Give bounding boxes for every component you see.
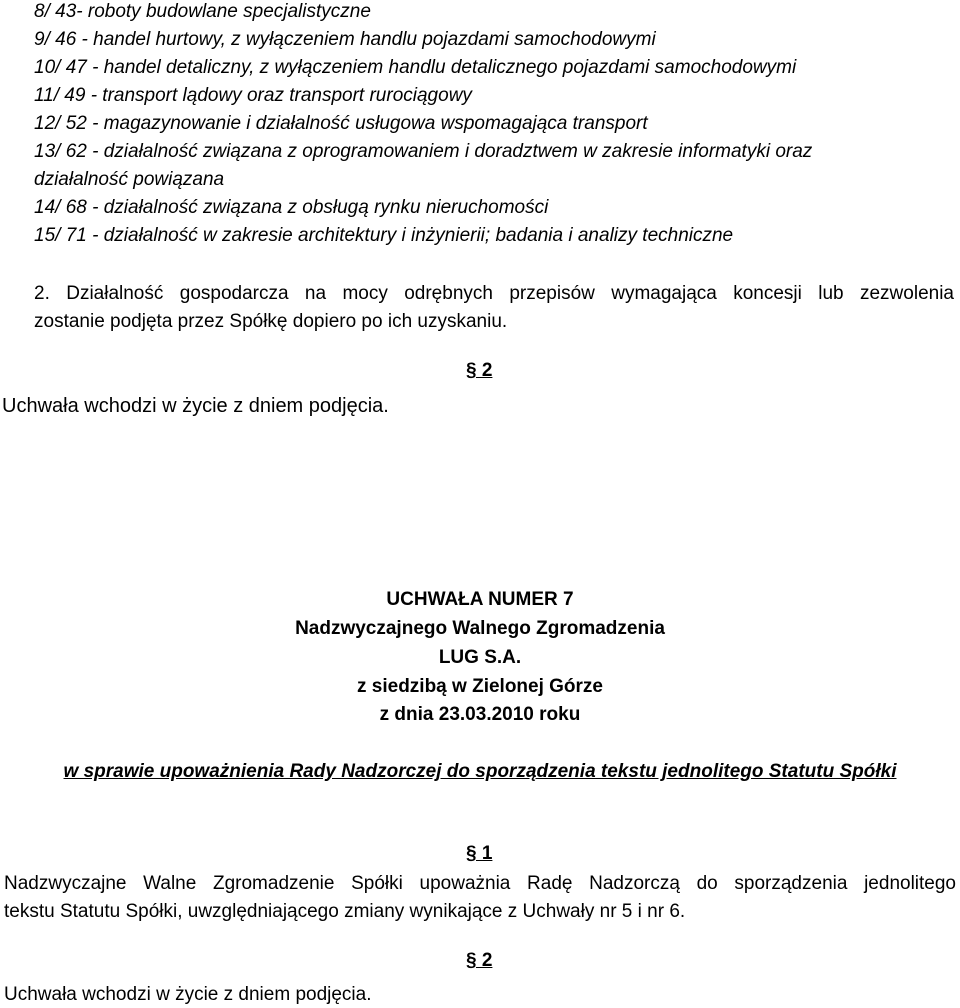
list-item: 13/ 62 - działalność związana z oprogramowaniem i doradztwem w zakresie informatyki oraz (34, 141, 813, 162)
point-2-line-2: zostanie podjęta przez Spółkę dopiero po ich uzyskaniu. (34, 311, 508, 332)
list-item: 8/ 43- roboty budowlane specjalistyczne (34, 1, 371, 22)
list-item: działalność powiązana (34, 169, 225, 190)
resolution-title: UCHWAŁA NUMER 7 (386, 589, 574, 610)
resolution-body: Nadzwyczajnego Walnego Zgromadzenia (295, 618, 665, 639)
section-1-line-1: Nadzwyczajne Walne Zgromadzenie Spółki upoważnia Radę Nadzorczą do sporządzenia jednolitego (4, 873, 956, 894)
list-item: 14/ 68 - działalność związana z obsługą rynku nieruchomości (34, 197, 549, 218)
resolution-seat: z siedzibą w Zielonej Górze (357, 676, 603, 697)
effective-clause: Uchwała wchodzi w życie z dniem podjęcia. (2, 395, 389, 417)
list-item: 12/ 52 - magazynowanie i działalność usługowa wspomagająca transport (34, 113, 648, 134)
resolution-subject: w sprawie upoważnienia Rady Nadzorczej do sporządzenia tekstu jednolitego Statutu Spółki (63, 761, 897, 782)
point-2-line-1: 2. Działalność gospodarcza na mocy odrębnych przepisów wymagająca koncesji lub zezwolenia (34, 283, 954, 304)
resolution-date: z dnia 23.03.2010 roku (379, 704, 581, 725)
section-symbol: § 2 (466, 360, 493, 381)
section-1-line-2: tekstu Statutu Spółki, uwzględniającego zmiany wynikające z Uchwały nr 5 i nr 6. (4, 901, 686, 922)
list-item: 10/ 47 - handel detaliczny, z wyłączeniem handlu detalicznego pojazdami samochodowymi (34, 57, 797, 78)
resolution-company: LUG S.A. (438, 647, 522, 668)
section-symbol: § 1 (466, 843, 493, 864)
section-symbol: § 2 (466, 950, 493, 971)
list-item: 9/ 46 - handel hurtowy, z wyłączeniem handlu pojazdami samochodowymi (34, 29, 656, 50)
list-item: 11/ 49 - transport lądowy oraz transport rurociągowy (34, 85, 472, 106)
list-item: 15/ 71 - działalność w zakresie architektury i inżynierii; badania i analizy techniczne (34, 225, 734, 246)
effective-clause: Uchwała wchodzi w życie z dniem podjęcia. (4, 984, 372, 1005)
